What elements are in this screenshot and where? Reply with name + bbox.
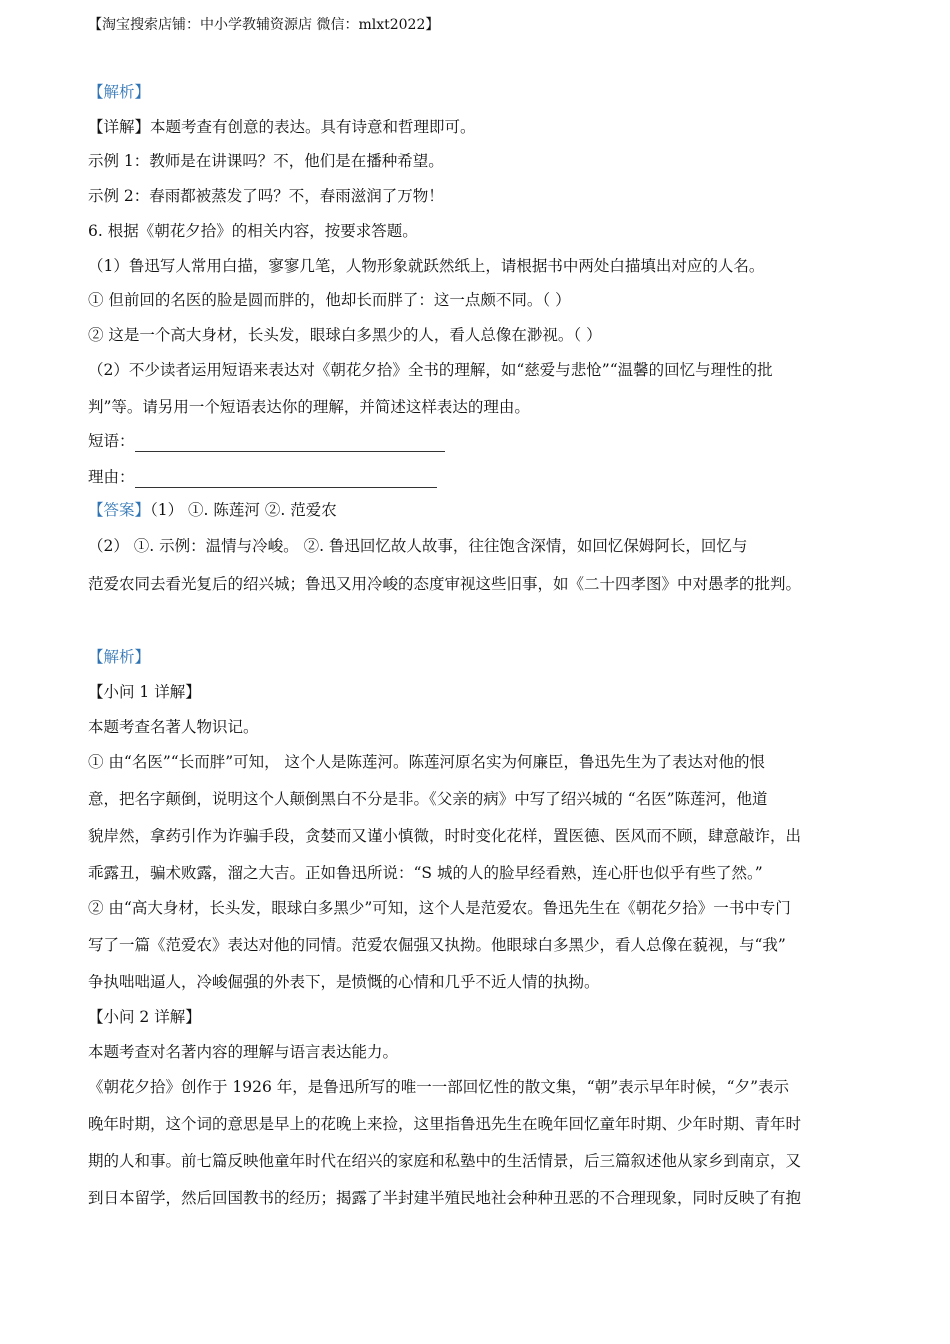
- sub-question-2-title: 【小问 2 详解】: [88, 1008, 201, 1026]
- analysis-tag-2: 【解析】: [88, 648, 151, 666]
- paragraph-line: 乖露丑，骗术败露，溜之大吉。正如鲁迅所说：“S 城的人的脸早经看熟，连心肝也似乎有些了然。”: [88, 864, 763, 882]
- paragraph-line: 期的人和事。前七篇反映他童年时代在绍兴的家庭和私塾中的生活情景，后三篇叙述他从家乡到南京，又: [88, 1152, 802, 1170]
- header-watermark: 【淘宝搜索店铺：中小学教辅资源店 微信：mlxt2022】: [88, 17, 440, 33]
- sub-question-2-intro: 本题考查对名著内容的理解与语言表达能力。: [88, 1043, 399, 1061]
- example-1: 示例 1：教师是在讲课吗？不，他们是在播种希望。: [88, 152, 444, 170]
- sub-question-1-intro: 本题考查名著人物识记。: [88, 718, 259, 736]
- paragraph-line: 争执咄咄逼人，冷峻倔强的外表下，是愤慨的心情和几乎不近人情的执拗。: [88, 973, 600, 991]
- answer-part2-line1: （2） ①. 示例：温情与冷峻。 ②. 鲁迅回忆故人故事，往往饱含深情，如回忆保姆阿长，回忆与: [88, 537, 748, 555]
- answer-part2-line2: 范爱农同去看光复后的绍兴城；鲁迅又用冷峻的态度审视这些旧事，如《二十四孝图》中对愚孝的批判。: [88, 575, 802, 593]
- question-6-part2-line1: （2）不少读者运用短语来表达对《朝花夕拾》全书的理解，如“慈爱与悲怆”“温馨的回忆与理性的批: [88, 361, 773, 379]
- paragraph-line: 《朝花夕拾》创作于 1926 年，是鲁迅所写的唯一一部回忆性的散文集，“朝”表示早年时候，“夕”表示: [88, 1078, 789, 1096]
- reason-blank: [135, 471, 437, 488]
- question-6-part1-item1: ① 但前回的名医的脸是圆而胖的，他却长而胖了：这一点颇不同。（ ）: [88, 291, 571, 309]
- paragraph-line: 写了一篇《范爱农》表达对他的同情。范爱农倔强又执拗。他眼球白多黑少，看人总像在藐视，与“我”: [88, 936, 786, 954]
- answer-line-1: [88, 499, 337, 521]
- phrase-field: [88, 430, 445, 452]
- paragraph-line: ① 由“名医”“长而胖”可知， 这个人是陈莲河。陈莲河原名实为何廉臣，鲁迅先生为了表达对他的恨: [88, 753, 766, 771]
- phrase-blank: [135, 435, 445, 452]
- paragraph-line: 晚年时期，这个词的意思是早上的花晚上来捡，这里指鲁迅先生在晚年回忆童年时期、少年时期、青年时: [88, 1115, 802, 1133]
- question-6-title: 6. 根据《朝花夕拾》的相关内容，按要求答题。: [88, 222, 418, 240]
- paragraph-line: ② 由“高大身材，长头发，眼球白多黑少”可知，这个人是范爱农。鲁迅先生在《朝花夕拾》一书中专门: [88, 899, 791, 917]
- question-6-part2-line2: 判”等。请另用一个短语表达你的理解，并简述这样表达的理由。: [88, 398, 530, 416]
- answer-part1: （1） ①. 陈莲河 ②. 范爱农: [150, 501, 337, 519]
- sub-question-1-title: 【小问 1 详解】: [88, 683, 201, 701]
- example-2: 示例 2：春雨都被蒸发了吗？不，春雨滋润了万物！: [88, 187, 444, 205]
- question-6-part1: （1）鲁迅写人常用白描，寥寥几笔，人物形象就跃然纸上，请根据书中两处白描填出对应的人名。: [88, 257, 765, 275]
- reason-label: 理由：: [88, 468, 135, 486]
- analysis-tag: 【解析】: [88, 83, 151, 101]
- detail-line: 【详解】本题考查有创意的表达。具有诗意和哲理即可。: [88, 118, 476, 136]
- reason-field: [88, 466, 437, 488]
- paragraph-line: 到日本留学，然后回国教书的经历；揭露了半封建半殖民地社会种种丑恶的不合理现象，同时反映了有抱: [88, 1189, 802, 1207]
- paragraph-line: 意，把名字颠倒，说明这个人颠倒黑白不分是非。《父亲的病》中写了绍兴城的 “名医”陈莲河，他道: [88, 790, 768, 808]
- answer-tag: 【答案】: [88, 501, 151, 519]
- phrase-label: 短语：: [88, 432, 135, 450]
- question-6-part1-item2: ② 这是一个高大身材，长头发，眼球白多黑少的人，看人总像在渺视。（ ）: [88, 326, 602, 344]
- paragraph-line: 貌岸然，拿药引作为诈骗手段，贪婪而又谨小慎微，时时变化花样，置医德、医风而不顾，肆意敲诈，出: [88, 827, 802, 845]
